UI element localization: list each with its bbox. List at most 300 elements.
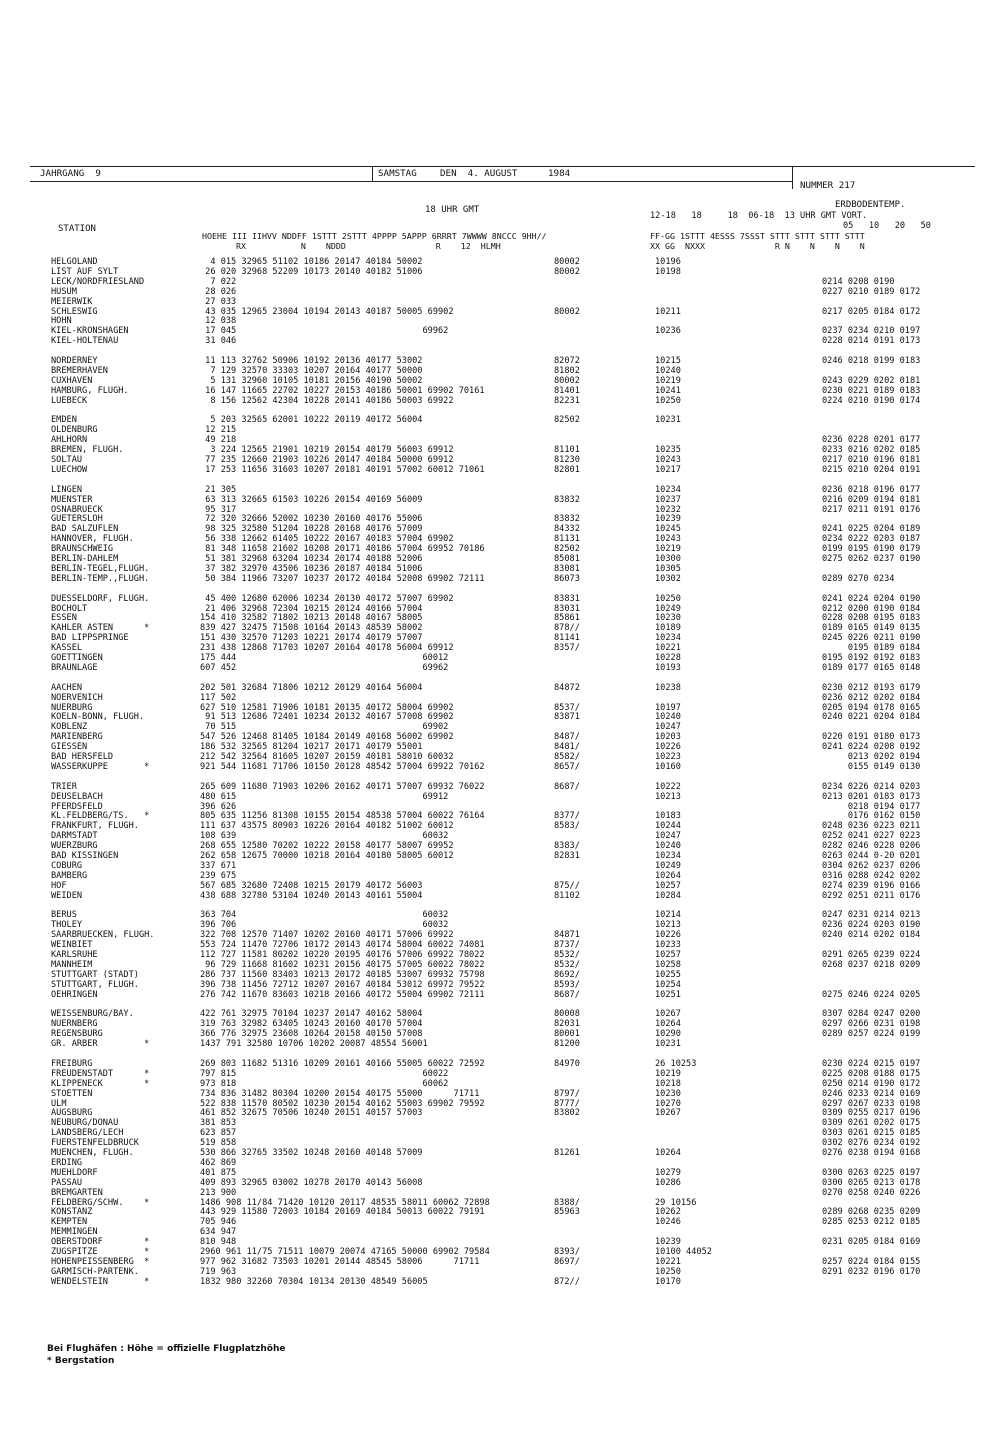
synop-codes: 45 400 12680 62006 10234 20130 40172 57007 69902 — [200, 593, 454, 604]
synop-codes: 2960 961 11/75 71511 10079 20074 47165 50000 69902 79584 — [200, 1247, 490, 1257]
pressure-value: 26 10253 — [655, 1058, 697, 1069]
pressure-value: 10211 — [655, 306, 681, 317]
synop-codes: 50 384 11966 73207 10237 20172 40184 52008 69902 72111 — [200, 573, 485, 584]
pressure-value: 10100 44052 — [655, 1247, 712, 1257]
cloud-code: 8737/ — [554, 940, 580, 951]
pressure-value: 10236 — [655, 326, 681, 337]
station-name: STUTTGART (STADT) — [51, 969, 139, 980]
station-name: DUESSELDORF, FLUGH. — [51, 593, 150, 604]
station-name: BAD HERSFELD — [51, 752, 114, 762]
pressure-value: 10241 — [655, 385, 681, 396]
soil-temperatures: 0218 0194 0177 — [822, 801, 921, 812]
pressure-value: 10219 — [655, 1068, 681, 1079]
station-name: DARMSTADT — [51, 831, 98, 842]
pressure-value: 10262 — [655, 1207, 681, 1218]
station-name: PASSAU — [51, 1177, 83, 1188]
synop-codes: 462 869 — [200, 1157, 237, 1168]
station-name: AHLHORN — [51, 435, 88, 446]
synop-codes: 108 639 60032 — [200, 831, 449, 842]
station-name: HOHN — [51, 316, 72, 327]
cloud-code: 82072 — [554, 356, 580, 366]
cloud-code: 8777/ — [554, 1098, 580, 1109]
pressure-value: 10219 — [655, 544, 681, 555]
soil-temperatures: 0241 0225 0204 0189 — [822, 524, 921, 535]
soil-temperatures: 0205 0194 0178 0165 — [822, 702, 921, 713]
station-name: KOBLENZ — [51, 722, 88, 733]
soil-temperatures: 0231 0205 0184 0169 — [822, 1237, 921, 1248]
pressure-value: 10234 — [655, 633, 681, 644]
soil-temperatures: 0285 0253 0212 0185 — [822, 1217, 921, 1228]
station-name: PFERDSFELD — [51, 801, 103, 812]
cloud-code: 8537/ — [554, 702, 580, 713]
pressure-value: 10214 — [655, 910, 681, 921]
station-name: GUETERSLOH — [51, 514, 103, 525]
pressure-value: 10231 — [655, 1039, 681, 1050]
pressure-value: 10226 — [655, 742, 681, 753]
synop-codes: 186 532 32565 81204 10217 20171 40179 55001 — [200, 742, 423, 753]
synop-codes: 112 727 11581 80202 10220 20195 40176 57006 69922 78022 — [200, 950, 485, 960]
right-code-heading-1: FF-GG 1STTT 4ESSS 7SSST STTT STTT STTT STTT — [650, 231, 865, 241]
pressure-value: 10254 — [655, 979, 681, 990]
synop-codes: 839 427 32475 71508 10164 20143 48539 58002 — [200, 623, 423, 634]
pressure-value: 10270 — [655, 1098, 681, 1109]
synop-codes: 634 947 — [200, 1227, 237, 1238]
cloud-code: 83831 — [554, 593, 580, 604]
synop-codes: 607 452 69962 — [200, 662, 449, 673]
footnote-airports: Bei Flughäfen : Höhe = offizielle Flugplatzhöhe — [47, 1344, 286, 1354]
station-name: WENDELSTEIN * — [51, 1276, 150, 1287]
synop-codes: 26 020 32968 52209 10173 20140 40182 51006 — [200, 266, 423, 277]
synop-codes: 12 038 — [200, 316, 237, 327]
cloud-code: 8583/ — [554, 821, 580, 832]
cloud-code: 82831 — [554, 851, 580, 861]
erdboden-heading: ERDBODENTEMP. — [835, 200, 906, 210]
cloud-code: 8377/ — [554, 811, 580, 822]
station-name: GR. ARBER * — [51, 1039, 150, 1050]
station-name: KAHLER ASTEN * — [51, 623, 150, 634]
station-name: BAMBERG — [51, 870, 88, 881]
synop-codes: 268 655 12580 70202 10222 20158 40177 58007 69952 — [200, 841, 454, 852]
pressure-value: 10218 — [655, 1078, 681, 1089]
station-name: KEMPTEN — [51, 1217, 88, 1228]
synop-codes: 269 803 11682 51316 10209 20161 40166 55005 60022 72592 — [200, 1058, 485, 1069]
station-name: KONSTANZ — [51, 1207, 93, 1218]
header-divider-2 — [792, 167, 793, 189]
synop-codes: 231 438 12868 71703 10207 20164 40178 56004 69912 — [200, 643, 454, 654]
cloud-code: 8388/ — [554, 1197, 580, 1208]
station-name: MUENSTER — [51, 494, 93, 505]
soil-temperatures: 0189 0177 0165 0148 — [822, 662, 921, 673]
station-name: OSNABRUECK — [51, 504, 103, 515]
synop-codes: 239 675 — [200, 870, 237, 881]
cloud-code: 8393/ — [554, 1247, 580, 1257]
gmt-heading: 18 UHR GMT — [425, 205, 480, 215]
cloud-code: 8657/ — [554, 761, 580, 772]
pressure-value: 10217 — [655, 464, 681, 475]
station-name: WASSERKUPPE * — [51, 761, 150, 772]
cloud-code: 83832 — [554, 514, 580, 525]
cloud-code: 8687/ — [554, 989, 580, 1000]
cloud-code: 83802 — [554, 1108, 580, 1119]
pressure-value: 10302 — [655, 573, 681, 584]
pressure-value: 10230 — [655, 613, 681, 624]
station-name: BAD SALZUFLEN — [51, 524, 119, 535]
station-name: HOF — [51, 880, 67, 891]
soil-temperatures: 0302 0276 0234 0192 — [822, 1138, 921, 1149]
cloud-code: 83031 — [554, 603, 580, 614]
soil-temperatures: 0246 0233 0214 0169 — [822, 1088, 921, 1099]
pressure-value: 10228 — [655, 653, 681, 663]
soil-temperatures: 0300 0263 0225 0197 — [822, 1167, 921, 1178]
cloud-code: 8481/ — [554, 742, 580, 753]
code-heading-1: HOEHE III IIHVV NDDFF 1STTT 2STTT 4PPPP 5APPP 6RRRT 7WWWW 8NCCC 9HH// — [202, 231, 547, 241]
soil-temperatures: 0176 0162 0150 — [822, 811, 921, 822]
synop-codes: 175 444 60012 — [200, 653, 449, 663]
synop-codes: 262 658 12675 70000 10218 20164 40180 58005 60012 — [200, 851, 454, 861]
station-name: CUXHAVEN — [51, 375, 93, 386]
pressure-value: 10245 — [655, 524, 681, 535]
pressure-value: 10170 — [655, 1276, 681, 1287]
soil-temperatures: 0234 0222 0203 0187 — [822, 534, 921, 545]
soil-temperatures: 0243 0229 0202 0181 — [822, 375, 921, 386]
cloud-code: 81131 — [554, 534, 580, 545]
synop-codes: 91 513 12686 72401 10234 20132 40167 57008 69902 — [200, 712, 454, 723]
synop-codes: 28 026 — [200, 286, 237, 297]
soil-temperatures: 0230 0212 0193 0179 — [822, 682, 921, 693]
cloud-code: 84970 — [554, 1058, 580, 1069]
station-name: OEHRINGEN — [51, 989, 98, 1000]
station-heading: STATION — [58, 224, 96, 234]
cloud-code: 8692/ — [554, 969, 580, 980]
synop-codes: 21 406 32968 72304 10215 20124 40166 57004 — [200, 603, 423, 614]
synop-codes: 519 858 — [200, 1138, 237, 1149]
pressure-value: 10305 — [655, 563, 681, 574]
cloud-code: 81141 — [554, 633, 580, 644]
synop-codes: 396 626 — [200, 801, 237, 812]
cloud-code: 8797/ — [554, 1088, 580, 1099]
station-name: BREMEN, FLUGH. — [51, 445, 124, 456]
cloud-code: 8582/ — [554, 752, 580, 762]
synop-codes: 16 147 11665 22702 10227 20153 40186 50001 69902 70161 — [200, 385, 485, 396]
right-time-heading: 12-18 18 18 06-18 13 UHR GMT VORT. — [650, 211, 868, 221]
station-name: NUERNBERG — [51, 1019, 98, 1030]
station-name: WEINBIET — [51, 940, 93, 951]
station-name: FRANKFURT, FLUGH. — [51, 821, 139, 832]
right-code-heading-2: XX GG NXXX R N N N N — [650, 241, 865, 251]
cloud-code: 8487/ — [554, 732, 580, 743]
station-name: OBERSTDORF * — [51, 1237, 150, 1248]
synop-codes: 117 502 — [200, 692, 237, 703]
synop-codes: 734 836 31482 80304 10200 20154 40175 55000 71711 — [200, 1088, 480, 1099]
cloud-code: 81401 — [554, 385, 580, 396]
station-name: REGENSBURG — [51, 1029, 103, 1040]
pressure-value: 10197 — [655, 702, 681, 713]
soil-temperatures: 0236 0224 0203 0190 — [822, 920, 921, 931]
synop-codes: 973 818 60062 — [200, 1078, 449, 1089]
soil-temperatures: 0195 0189 0184 — [822, 643, 921, 654]
synop-codes: 805 635 11256 81308 10155 20154 48538 57004 60022 76164 — [200, 811, 485, 822]
station-name: MEMMINGEN — [51, 1227, 98, 1238]
soil-temperatures: 0234 0226 0214 0203 — [822, 781, 921, 792]
soil-temperatures: 0241 0224 0208 0192 — [822, 742, 921, 753]
soil-temperatures: 0257 0224 0184 0155 — [822, 1256, 921, 1267]
station-name: LECK/NORDFRIESLAND — [51, 276, 145, 287]
soil-temperatures: 0213 0201 0183 0173 — [822, 791, 921, 802]
station-name: WEIDEN — [51, 890, 83, 901]
header-bottom-rule — [30, 181, 792, 182]
cloud-code: 81261 — [554, 1148, 580, 1158]
station-name: LUECHOW — [51, 464, 88, 475]
soil-temperatures: 0300 0265 0213 0178 — [822, 1177, 921, 1188]
station-name: OLDENBURG — [51, 425, 98, 436]
pressure-value: 10249 — [655, 603, 681, 614]
soil-temperatures: 0292 0251 0211 0176 — [822, 890, 921, 901]
soil-temperatures: 0212 0200 0190 0184 — [822, 603, 921, 614]
soil-temperatures: 0276 0238 0194 0168 — [822, 1148, 921, 1158]
cloud-code: 83871 — [554, 712, 580, 723]
station-name: FELDBERG/SCHW. * — [51, 1197, 150, 1208]
soil-temperatures: 0309 0255 0217 0196 — [822, 1108, 921, 1119]
pressure-value: 10203 — [655, 732, 681, 743]
synop-codes: 11 113 32762 50906 10192 20136 40177 53002 — [200, 356, 423, 366]
station-name: BERLIN-TEMP.,FLUGH. — [51, 573, 150, 584]
soil-temperatures: 0282 0246 0228 0206 — [822, 841, 921, 852]
pressure-value: 10264 — [655, 1019, 681, 1030]
pressure-value: 10250 — [655, 1266, 681, 1277]
station-name: KASSEL — [51, 643, 83, 654]
synop-codes: 1486 908 11/84 71420 10120 20117 48535 58011 60062 72898 — [200, 1197, 490, 1208]
station-name: BERUS — [51, 910, 77, 921]
synop-codes: 977 962 31682 73503 10201 20144 48545 58006 71711 — [200, 1256, 480, 1267]
station-name: MANNHEIM — [51, 959, 93, 970]
soil-temperatures: 0228 0208 0195 0183 — [822, 613, 921, 624]
pressure-value: 10189 — [655, 623, 681, 634]
pressure-value: 10279 — [655, 1167, 681, 1178]
synop-codes: 5 131 32960 10105 10181 20156 40190 50002 — [200, 375, 423, 386]
cloud-code: 878// — [554, 623, 580, 634]
soil-temperatures: 0303 0261 0215 0185 — [822, 1128, 921, 1139]
cloud-code: 875// — [554, 880, 580, 891]
synop-codes: 49 218 — [200, 435, 237, 446]
station-name: HAMBURG, FLUGH. — [51, 385, 129, 396]
station-name: AACHEN — [51, 682, 83, 693]
station-name: GARMISCH-PARTENK. — [51, 1266, 139, 1277]
cloud-code: 80008 — [554, 1009, 580, 1020]
soil-temperatures: 0316 0288 0242 0202 — [822, 870, 921, 881]
station-name: COBURG — [51, 860, 83, 871]
station-name: FREUDENSTADT * — [51, 1068, 150, 1079]
station-name: NORDERNEY — [51, 356, 98, 366]
station-name: HOHENPEISSENBERG * — [51, 1256, 150, 1267]
station-name: EMDEN — [51, 415, 77, 426]
footnote-mountain-stations: * Bergstation — [47, 1356, 115, 1366]
pressure-value: 10243 — [655, 534, 681, 545]
synop-codes: 797 815 60022 — [200, 1068, 449, 1079]
soil-temperatures: 0220 0191 0180 0173 — [822, 732, 921, 743]
synop-codes: 547 526 12468 81405 10184 20149 40168 56002 69902 — [200, 732, 454, 743]
soil-temperatures: 0216 0209 0194 0181 — [822, 494, 921, 505]
pressure-value: 10267 — [655, 1108, 681, 1119]
pressure-value: 10239 — [655, 514, 681, 525]
synop-codes: 7 129 32570 33303 10207 20164 40177 50000 — [200, 365, 423, 376]
synop-codes: 265 609 11680 71903 10206 20162 40171 57007 69932 76022 — [200, 781, 485, 792]
synop-codes: 72 320 32666 52002 10230 20160 40176 55006 — [200, 514, 423, 525]
synop-codes: 1437 791 32580 10706 10202 20087 48554 56001 — [200, 1039, 428, 1050]
pressure-value: 10247 — [655, 722, 681, 733]
soil-temperatures: 0240 0214 0202 0184 — [822, 930, 921, 941]
pressure-value: 10232 — [655, 504, 681, 515]
synop-codes: 81 348 11658 21602 10208 20171 40186 57004 69952 70186 — [200, 544, 485, 555]
station-name: STOETTEN — [51, 1088, 93, 1099]
station-name: BAD KISSINGEN — [51, 851, 119, 861]
pressure-value: 10243 — [655, 455, 681, 465]
cloud-code: 85081 — [554, 554, 580, 564]
synop-codes: 56 338 12662 61405 10222 20167 40183 57004 69902 — [200, 534, 454, 545]
pressure-value: 10249 — [655, 860, 681, 871]
pressure-value: 10234 — [655, 851, 681, 861]
soil-temperatures: 0248 0236 0223 0211 — [822, 821, 921, 832]
synop-codes: 27 033 — [200, 296, 237, 307]
synop-codes: 4 015 32965 51102 10186 20147 40184 50002 — [200, 257, 423, 267]
station-name: LANDSBERG/LECH — [51, 1128, 124, 1139]
pressure-value: 10221 — [655, 643, 681, 654]
soil-temperatures: 0189 0165 0149 0135 — [822, 623, 921, 634]
station-name: KARLSRUHE — [51, 950, 98, 960]
station-name: BOCHOLT — [51, 603, 88, 614]
station-name: NUERBURG — [51, 702, 93, 713]
soil-temperatures: 0270 0258 0240 0226 — [822, 1187, 921, 1198]
synop-codes: 8 156 12562 42304 10228 20141 40186 50003 69922 — [200, 395, 454, 406]
pressure-value: 10183 — [655, 811, 681, 822]
pressure-value: 10213 — [655, 791, 681, 802]
pressure-value: 10237 — [655, 494, 681, 505]
year-label: 1984 — [548, 168, 571, 179]
pressure-value: 10219 — [655, 375, 681, 386]
synop-codes: 438 688 32780 53104 10240 20143 40161 55004 — [200, 890, 423, 901]
soil-temperatures: 0304 0262 0237 0206 — [822, 860, 921, 871]
station-name: AUGSBURG — [51, 1108, 93, 1119]
pressure-value: 10250 — [655, 593, 681, 604]
synop-codes: 1832 980 32260 70304 10134 20130 48549 56005 — [200, 1276, 428, 1287]
pressure-value: 10284 — [655, 890, 681, 901]
cloud-code: 85963 — [554, 1207, 580, 1218]
synop-codes: 154 410 32582 71802 10213 20148 40167 58005 — [200, 613, 423, 624]
synop-codes: 98 325 32580 51204 10228 20168 40176 57009 — [200, 524, 423, 535]
code-heading-2: RX N NDDD R 12 HLMH — [236, 241, 501, 251]
soil-temperatures: 0297 0266 0231 0198 — [822, 1019, 921, 1030]
cloud-code: 81230 — [554, 455, 580, 465]
station-name: KIEL-HOLTENAU — [51, 336, 119, 347]
soil-temperatures: 0224 0210 0190 0174 — [822, 395, 921, 406]
synop-codes: 530 866 32765 33502 10248 20160 40148 57009 — [200, 1148, 423, 1158]
station-name: KOELN-BONN, FLUGH. — [51, 712, 145, 723]
pressure-value: 10221 — [655, 1256, 681, 1267]
synop-codes: 422 761 32975 70104 10237 20147 40162 58004 — [200, 1009, 423, 1020]
station-name: HANNOVER, FLUGH. — [51, 534, 134, 545]
cloud-code: 80001 — [554, 1029, 580, 1040]
station-name: LIST AUF SYLT — [51, 266, 119, 277]
synop-codes: 480 615 69912 — [200, 791, 449, 802]
station-name: SCHLESWIG — [51, 306, 98, 317]
station-name: LINGEN — [51, 484, 83, 495]
synop-codes: 553 724 11470 72706 10172 20143 40174 58004 60022 74081 — [200, 940, 485, 951]
synop-codes: 17 253 11656 31603 10207 20181 40191 57002 60012 71061 — [200, 464, 485, 475]
cloud-code: 80002 — [554, 266, 580, 277]
issue-number: NUMMER 217 — [800, 180, 856, 191]
station-name: KIEL-KRONSHAGEN — [51, 326, 129, 337]
cloud-code: 80002 — [554, 375, 580, 386]
station-name: STUTTGART, FLUGH. — [51, 979, 139, 990]
pressure-value: 10244 — [655, 821, 681, 832]
soil-temperatures: 0217 0211 0191 0176 — [822, 504, 921, 515]
pressure-value: 10240 — [655, 712, 681, 723]
pressure-value: 10222 — [655, 781, 681, 792]
pressure-value: 10257 — [655, 880, 681, 891]
synop-codes: 337 671 — [200, 860, 237, 871]
synop-codes: 409 893 32965 03002 10278 20170 40143 56008 — [200, 1177, 423, 1188]
soil-temperatures: 0297 0267 0233 0198 — [822, 1098, 921, 1109]
soil-temperatures: 0195 0192 0192 0183 — [822, 653, 921, 663]
synop-codes: 322 708 12570 71407 10202 20160 40171 57006 69922 — [200, 930, 454, 941]
cloud-code: 84872 — [554, 682, 580, 693]
cloud-code: 83832 — [554, 494, 580, 505]
synop-codes: 51 381 32968 63204 10234 20174 40188 52006 — [200, 554, 423, 564]
soil-temperatures: 0236 0228 0201 0177 — [822, 435, 921, 446]
cloud-code: 8383/ — [554, 841, 580, 852]
soil-temperatures: 0289 0257 0224 0199 — [822, 1029, 921, 1040]
station-name: DEUSELBACH — [51, 791, 103, 802]
soil-temperatures: 0250 0214 0190 0172 — [822, 1078, 921, 1089]
pressure-value: 10230 — [655, 1088, 681, 1099]
synop-codes: 7 022 — [200, 276, 237, 287]
cloud-code: 80002 — [554, 257, 580, 267]
soil-temperatures: 0309 0261 0202 0175 — [822, 1118, 921, 1129]
station-name: BERLIN-DAHLEM — [51, 554, 119, 564]
top-rule — [30, 166, 975, 167]
cloud-code: 81802 — [554, 365, 580, 376]
station-name: NEUBURG/DONAU — [51, 1118, 119, 1129]
station-name: BREMGARTEN — [51, 1187, 103, 1198]
cloud-code: 81101 — [554, 445, 580, 456]
station-name: FREIBURG — [51, 1058, 93, 1069]
soil-temperatures: 0236 0212 0202 0184 — [822, 692, 921, 703]
station-name: BRAUNSCHWEIG — [51, 544, 114, 555]
synop-codes: 111 637 43575 80903 10226 20164 40182 51002 60012 — [200, 821, 454, 832]
pressure-value: 10240 — [655, 365, 681, 376]
cloud-code: 8687/ — [554, 781, 580, 792]
cloud-code: 8532/ — [554, 950, 580, 960]
pressure-value: 10255 — [655, 969, 681, 980]
soil-temperatures: 0155 0149 0130 — [822, 761, 921, 772]
pressure-value: 29 10156 — [655, 1197, 697, 1208]
synop-codes: 705 946 — [200, 1217, 237, 1228]
cloud-code: 8532/ — [554, 959, 580, 970]
soil-temperatures: 0275 0262 0237 0190 — [822, 554, 921, 564]
cloud-code: 85861 — [554, 613, 580, 624]
soil-temperatures: 0213 0202 0194 — [822, 752, 921, 762]
pressure-value: 10264 — [655, 1148, 681, 1158]
cloud-code: 82502 — [554, 544, 580, 555]
station-name: WUERZBURG — [51, 841, 98, 852]
synop-codes: 96 729 11668 81602 10231 20156 40175 57005 60022 78022 — [200, 959, 485, 970]
synop-codes: 627 510 12581 71906 10181 20135 40172 58004 69902 — [200, 702, 454, 713]
synop-codes: 212 542 32564 81605 10207 20159 40181 58010 60032 — [200, 752, 454, 762]
station-name: BAD LIPPSPRINGE — [51, 633, 129, 644]
header-divider-1 — [372, 167, 373, 181]
synop-codes: 567 685 32680 72408 10215 20179 40172 56003 — [200, 880, 423, 891]
jahrgang-label: JAHRGANG 9 — [40, 168, 101, 179]
station-name: SAARBRUECKEN, FLUGH. — [51, 930, 155, 941]
